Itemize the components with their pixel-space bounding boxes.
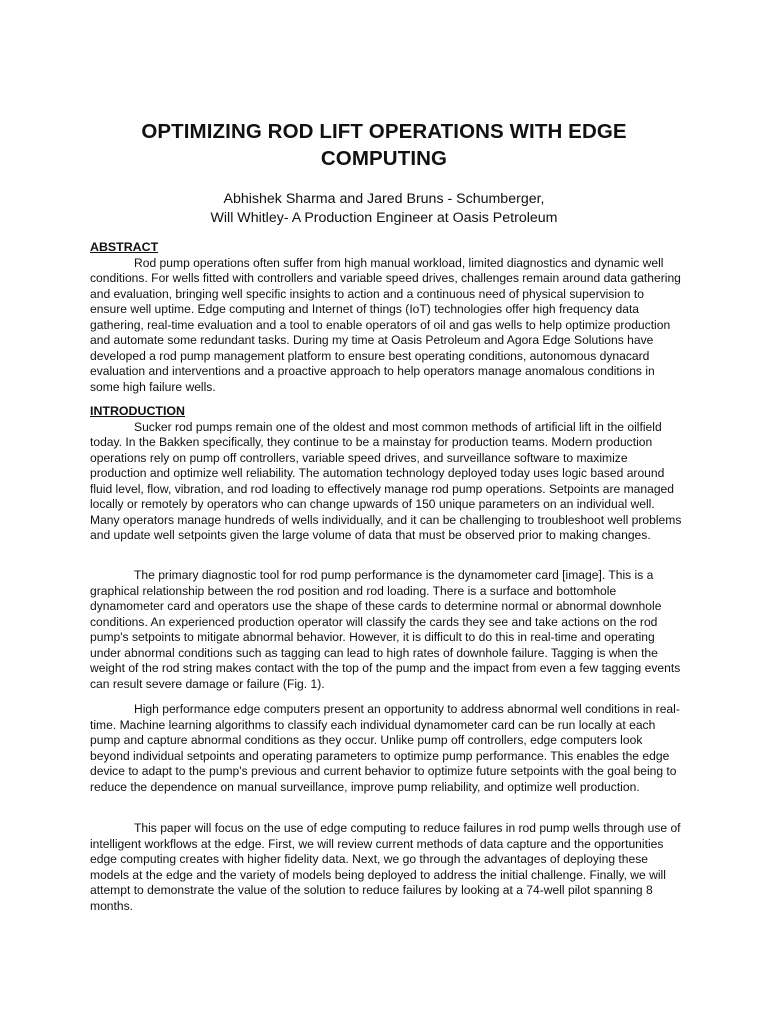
abstract-text: Rod pump operations often suffer from high manual workload, limited diagnostics and dynamic well conditions. For wells fitted with controllers and variable speed drives, challenges remain around data gathering and evaluation, bringing well specific insights to action and a continuous need of physical supervision to ensure well uptime. Edge computing and Internet of things (IoT) technologies offer high frequency data gathering, real-time evaluation and a tool to enable operators of oil and gas wells to help optimize production and automate some redundant tasks. During my time at Oasis Petroleum and Agora Edge Solutions have developed a rod pump management platform to ensure best operating conditions, autonomous dynacard evaluation and interventions and a proactive approach to help operators manage anomalous conditions in some high failure wells. bbox=[90, 255, 681, 394]
authors-line-2: Will Whitley- A Production Engineer at Oasis Petroleum bbox=[210, 210, 558, 226]
paragraph-text: The primary diagnostic tool for rod pump performance is the dynamometer card [image]. This is a graphical relationship between the rod position and rod loading. There is a surface and bottomhole dynamometer card and operators use the shape of these cards to determine normal or abnormal downhole conditions. An experienced production operator will classify the cards they see and take actions on the rod pump's setpoints to mitigate abnormal behavior. However, it is difficult to do this in real-time and operating under abnormal conditions such as tagging can lead to high rates of downhole failure. Tagging is when the weight of the rod string makes contact with the top of the pump and the impact from even a few tagging events can result severe damage or failure (Fig. 1). bbox=[90, 568, 681, 691]
abstract-section bbox=[90, 240, 682, 395]
paragraph-edge-computers bbox=[90, 702, 682, 795]
introduction-heading: INTRODUCTION bbox=[90, 404, 185, 418]
title-line-1: OPTIMIZING ROD LIFT OPERATIONS WITH EDGE bbox=[141, 120, 627, 143]
paper-title bbox=[60, 118, 708, 172]
authors-line-1: Abhishek Sharma and Jared Bruns - Schumberger, bbox=[223, 191, 545, 207]
introduction-text: Sucker rod pumps remain one of the oldest and most common methods of artificial lift in the oilfield today. In the Bakken specifically, they continue to be a mainstay for production teams. Modern production operations rely on pump off controllers, variable speed drives, and surveillance software to maximize production and optimize well reliability. The automation technology deployed today uses logic based around fluid level, flow, vibration, and rod loading to effectively manage rod pump operations. Setpoints are managed locally or remotely by operators who can change upwards of 150 unique parameters on an individual well. Many operators manage hundreds of wells individually, and it can be challenging to troubleshoot well problems and update well setpoints given the large volume of data that must be observed prior to making changes. bbox=[90, 419, 682, 542]
authors-block bbox=[60, 190, 708, 228]
paragraph-text: High performance edge computers present an opportunity to address abnormal well conditions in real-time. Machine learning algorithms to classify each individual dynamometer card can be run locally at each pump and capture abnormal conditions as they occur. Unlike pump off controllers, edge computers look beyond individual setpoints and operating parameters to optimize pump performance. This enables the edge device to adapt to the pump's previous and current behavior to optimize future setpoints with the goal being to reduce the dependence on manual surveillance, improve pump reliability, and optimize well production. bbox=[90, 702, 680, 794]
paragraph-text: This paper will focus on the use of edge computing to reduce failures in rod pump wells through use of intelligent workflows at the edge. First, we will review current methods of data capture and the opportunities edge computing creates with higher fidelity data. Next, we go through the advantages of deploying these models at the edge and the variety of models being deployed to address the initial challenge. Finally, we will attempt to demonstrate the value of the solution to reduce failures by looking at a 74-well pilot spanning 8 months. bbox=[90, 821, 681, 913]
paragraph-paper-focus bbox=[90, 821, 682, 914]
paragraph-dynamometer bbox=[90, 568, 682, 692]
title-line-2: COMPUTING bbox=[320, 147, 448, 170]
abstract-heading: ABSTRACT bbox=[90, 240, 159, 254]
introduction-section bbox=[90, 404, 682, 544]
